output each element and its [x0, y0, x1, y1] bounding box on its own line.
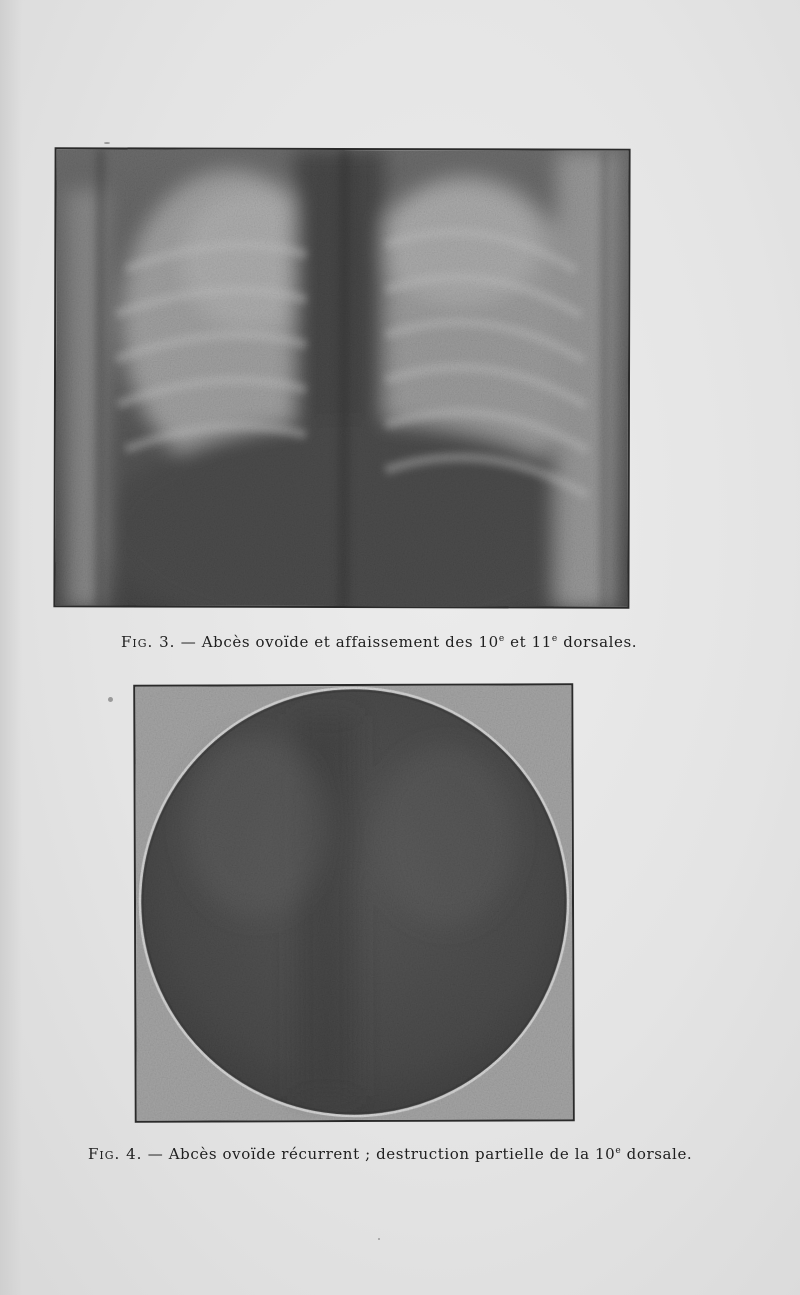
ordinal-superscript: e — [551, 634, 558, 644]
paper-speck — [108, 697, 113, 702]
figure-3-caption-text: — Abcès ovoïde et affaissement des 10 — [175, 633, 499, 651]
ordinal-superscript: e — [615, 1146, 622, 1156]
figure-4-caption — [88, 1145, 692, 1163]
ordinal-superscript: e — [498, 634, 505, 644]
figure-3-caption-text: dorsales. — [557, 633, 638, 651]
paper-speck — [104, 142, 110, 144]
figure-4-caption-text: — Abcès ovoïde récurrent ; destruction partielle de la 10 — [142, 1145, 616, 1163]
page-edge-shadow — [0, 0, 22, 1295]
figure-4-caption-text: dorsale. — [621, 1145, 693, 1163]
figure-3-caption-text: et 11 — [504, 633, 552, 651]
figure-3-caption — [121, 633, 637, 651]
figure-4-label: Fig. 4. — [88, 1145, 143, 1163]
paper-speck — [378, 1238, 380, 1240]
figure-3-label: Fig. 3. — [121, 633, 176, 651]
figure-3-chest-radiograph — [53, 147, 630, 609]
figure-4-circular-radiograph — [133, 683, 575, 1123]
